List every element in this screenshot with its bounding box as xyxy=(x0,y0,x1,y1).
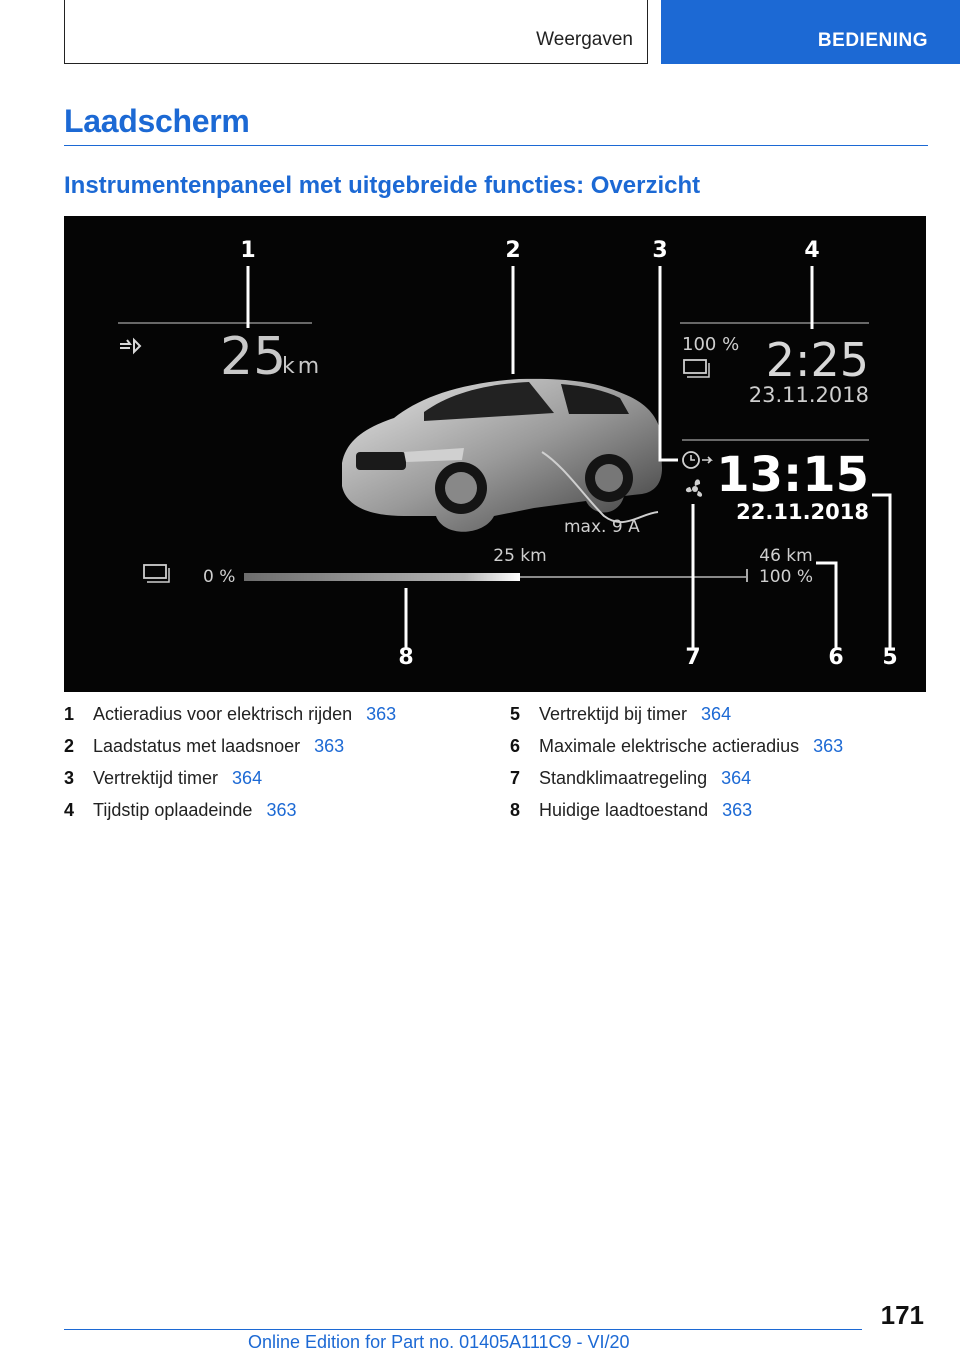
legend-number: 4 xyxy=(64,800,75,820)
page-reference-link[interactable]: 363 xyxy=(314,736,345,756)
footer-edition-text: Online Edition for Part no. 01405A111C9 - VI/20 xyxy=(248,1332,630,1352)
page-title: Laadscherm xyxy=(64,103,250,139)
legend-item xyxy=(510,736,843,768)
legend-text: Laadstatus met laadsnoer xyxy=(93,736,301,756)
legend-column-right xyxy=(510,704,843,832)
electric-plug-icon xyxy=(120,340,140,352)
instrument-cluster-figure xyxy=(64,216,926,692)
departure-time: 13:15 xyxy=(716,447,869,503)
legend-number: 3 xyxy=(64,768,75,788)
callout-4: 4 xyxy=(804,238,820,263)
callout-7: 7 xyxy=(685,645,701,670)
legend-text: Actieradius voor elektrisch rijden xyxy=(93,704,353,724)
legend-item xyxy=(64,736,396,768)
fan-icon xyxy=(686,479,702,496)
callout-6-line xyxy=(816,563,836,648)
page-reference-link[interactable]: 364 xyxy=(701,704,732,724)
legend-number: 7 xyxy=(510,768,521,788)
header-section-box xyxy=(64,0,648,64)
max-current-label: max. 9 A xyxy=(564,517,640,537)
callout-8: 8 xyxy=(398,645,414,670)
bar-start-label: 0 % xyxy=(203,567,236,587)
legend-item xyxy=(64,704,396,736)
legend-text: Vertrektijd timer xyxy=(93,768,219,788)
range-value: 25 xyxy=(220,327,287,387)
header-chapter-label: BEDIENING xyxy=(817,30,928,51)
legend-item xyxy=(510,800,843,832)
bar-marker-label: 25 km xyxy=(493,546,547,566)
charge-end-date: 23.11.2018 xyxy=(748,383,869,407)
bar-end-label: 100 % xyxy=(758,567,814,587)
header-chapter-tab xyxy=(661,0,960,64)
legend-item xyxy=(64,768,396,800)
page-reference-link[interactable]: 364 xyxy=(232,768,263,788)
footer-divider xyxy=(64,1329,862,1330)
legend-number: 5 xyxy=(510,704,521,724)
callout-5-line xyxy=(872,495,890,648)
page-reference-link[interactable]: 363 xyxy=(722,800,753,820)
legend-item xyxy=(64,800,396,832)
page-number: 171 xyxy=(880,1300,924,1330)
legend-number: 6 xyxy=(510,736,521,756)
callout-2: 2 xyxy=(505,238,521,263)
max-range-label: 46 km xyxy=(759,546,813,566)
callout-5: 5 xyxy=(882,645,898,670)
page-reference-link[interactable]: 363 xyxy=(813,736,844,756)
battery-bar-icon xyxy=(144,565,169,582)
battery-percent-label: 100 % xyxy=(682,334,740,355)
legend-text: Vertrektijd bij timer xyxy=(539,704,688,724)
battery-icon xyxy=(684,360,709,377)
callout-3-line xyxy=(660,266,678,460)
timer-icon xyxy=(683,452,711,468)
page-reference-link[interactable]: 364 xyxy=(721,768,752,788)
legend-item xyxy=(510,704,843,736)
page-reference-link[interactable]: 363 xyxy=(266,800,297,820)
legend-text: Tijdstip oplaadeinde xyxy=(93,800,253,820)
title-divider xyxy=(64,145,928,146)
range-unit: km xyxy=(282,354,323,379)
legend-number: 8 xyxy=(510,800,521,820)
charge-end-time: 2:25 xyxy=(765,333,869,387)
page-reference-link[interactable]: 363 xyxy=(366,704,397,724)
callout-6: 6 xyxy=(828,645,844,670)
legend-text: Huidige laadtoestand xyxy=(539,800,709,820)
legend-number: 1 xyxy=(64,704,75,724)
legend-text: Standklimaatregeling xyxy=(539,768,708,788)
section-subtitle: Instrumentenpaneel met uitgebreide functies: Overzicht xyxy=(64,172,701,199)
callout-1: 1 xyxy=(240,238,256,263)
header-section-label: Weergaven xyxy=(536,29,633,50)
departure-date: 22.11.2018 xyxy=(736,500,869,524)
legend-item xyxy=(510,768,843,800)
legend-text: Maximale elektrische actieradius xyxy=(539,736,800,756)
callout-3: 3 xyxy=(652,238,668,263)
legend-column-left xyxy=(64,704,396,832)
legend-number: 2 xyxy=(64,736,75,756)
charge-bar-fill xyxy=(244,573,520,581)
car-image xyxy=(342,379,662,532)
